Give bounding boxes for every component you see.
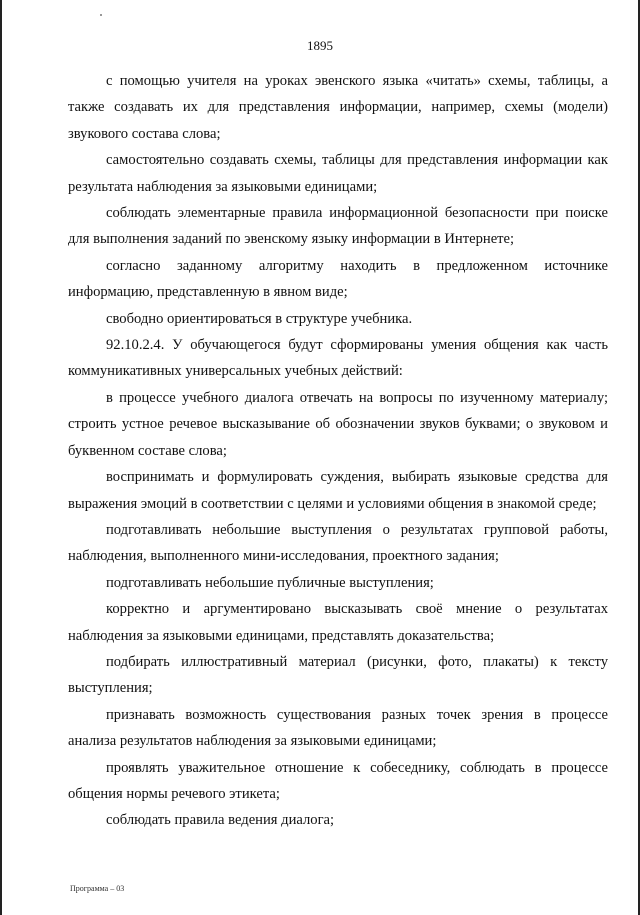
paragraph: в процессе учебного диалога отвечать на вопросы по изученному материалу; строить устное речевое высказывание об обозначении звуков буквами; о звуковом и буквенном составе слова; (68, 389, 608, 459)
scan-edge-left (0, 0, 2, 915)
paragraph: подбирать иллюстративный материал (рисунки, фото, плакаты) к тексту выступления; (68, 653, 608, 697)
paragraph: корректно и аргументировано высказывать своё мнение о результатах наблюдения за языковыми единицами, представлять доказательства; (68, 601, 608, 644)
paragraph: соблюдать элементарные правила информационной безопасности при поиске для выполнения заданий по эвенскому языку информации в Интернете; (68, 205, 608, 248)
paragraph: воспринимать и формулировать суждения, выбирать языковые средства для выражения эмоций в соответствии с целями и условиями общения в знакомой среде; (68, 469, 608, 512)
page-number: 1895 (307, 38, 333, 53)
paragraph: признавать возможность существования разных точек зрения в процессе анализа результатов наблюдения за языковыми единицами; (68, 706, 608, 750)
paragraph: согласно заданному алгоритму находить в предложенном источнике информацию, представленную в явном виде; (68, 257, 608, 301)
scan-speck (100, 14, 102, 16)
paragraph: подготавливать небольшие выступления о результатах групповой работы, наблюдения, выполненного мини-исследования, проектного задания; (68, 521, 608, 565)
paragraph: с помощью учителя на уроках эвенского языка «читать» схемы, таблицы, а также создавать их для представления информации, например, схемы (модели) звукового состава слова; (68, 73, 608, 142)
paragraph: свободно ориентироваться в структуре учебника. (106, 310, 413, 327)
paragraph: 92.10.2.4. У обучающегося будут сформированы умения общения как часть коммуникативных универсальных учебных действий: (68, 337, 608, 380)
paragraph: подготавливать небольшие публичные выступления; (106, 574, 434, 591)
paragraph: проявлять уважительное отношение к собеседнику, соблюдать в процессе общения нормы речевого этикета; (68, 759, 608, 802)
paragraph: самостоятельно создавать схемы, таблицы для представления информации как результата наблюдения за языковыми единицами; (68, 152, 608, 195)
paragraph: соблюдать правила ведения диалога; (106, 812, 335, 829)
footer-label: Программа – 03 (70, 884, 125, 893)
body-text (68, 68, 608, 834)
